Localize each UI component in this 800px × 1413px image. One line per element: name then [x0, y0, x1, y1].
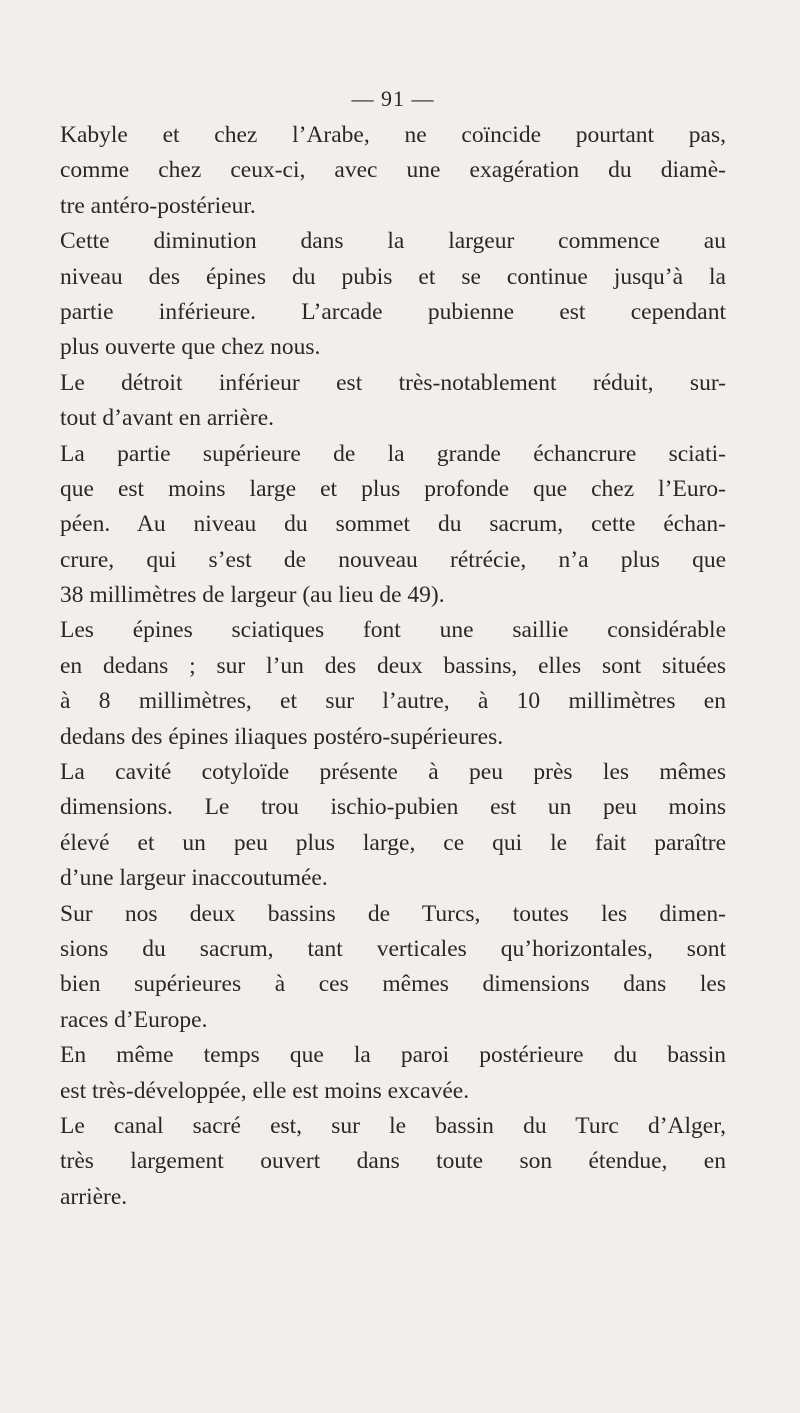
text-line: élevé et un peu plus large, ce qui le fait paraître	[60, 829, 726, 856]
text-line: 38 millimètres de largeur (au lieu de 49).	[60, 582, 445, 609]
body-text	[60, 118, 726, 1215]
text-line: sions du sacrum, tant verticales qu’horizontales, sont	[60, 935, 726, 962]
text-line: plus ouverte que chez nous.	[60, 334, 321, 361]
text-line: crure, qui s’est de nouveau rétrécie, n’a plus que	[60, 546, 726, 573]
text-line: comme chez ceux-ci, avec une exagération du diamè-	[60, 157, 726, 184]
text-line: tout d’avant en arrière.	[60, 405, 275, 432]
text-line: Kabyle et chez l’Arabe, ne coïncide pourtant pas,	[60, 122, 726, 148]
text-line: à 8 millimètres, et sur l’autre, à 10 millimètres en	[60, 688, 726, 715]
text-line: très largement ouvert dans toute son étendue, en	[60, 1148, 726, 1175]
text-line: dimensions. Le trou ischio-pubien est un peu moins	[60, 794, 726, 821]
text-line: Cette diminution dans la largeur commence au	[60, 228, 726, 255]
text-line: Le canal sacré est, sur le bassin du Turc d’Alger,	[60, 1112, 726, 1139]
text-line: races d’Europe.	[60, 1006, 208, 1033]
text-line: Sur nos deux bassins de Turcs, toutes les dimen-	[60, 900, 726, 927]
text-line: tre antéro-postérieur.	[60, 192, 256, 219]
text-line: péen. Au niveau du sommet du sacrum, cette échan-	[60, 511, 726, 538]
book-page	[60, 86, 726, 1215]
page-number: — 91 —	[351, 86, 435, 111]
text-line: partie inférieure. L’arcade pubienne est cependant	[60, 298, 726, 325]
text-line: La cavité cotyloïde présente à peu près les mêmes	[60, 759, 726, 786]
text-line: La partie supérieure de la grande échancrure sciati-	[60, 440, 726, 467]
text-line: En même temps que la paroi postérieure du bassin	[60, 1042, 726, 1069]
text-line: bien supérieures à ces mêmes dimensions dans les	[60, 971, 726, 998]
text-line: que est moins large et plus profonde que chez l’Euro-	[60, 475, 726, 502]
text-line: en dedans ; sur l’un des deux bassins, elles sont situées	[60, 652, 726, 679]
text-line: arrière.	[60, 1183, 128, 1210]
text-line: niveau des épines du pubis et se continue jusqu’à la	[60, 263, 726, 290]
text-line: dedans des épines iliaques postéro-supérieures.	[60, 723, 504, 750]
text-line: Le détroit inférieur est très-notablement réduit, sur-	[60, 369, 726, 396]
text-line: est très-développée, elle est moins excavée.	[60, 1077, 470, 1104]
text-line: d’une largeur inaccoutumée.	[60, 865, 328, 892]
text-line: Les épines sciatiques font une saillie considérable	[60, 617, 726, 644]
